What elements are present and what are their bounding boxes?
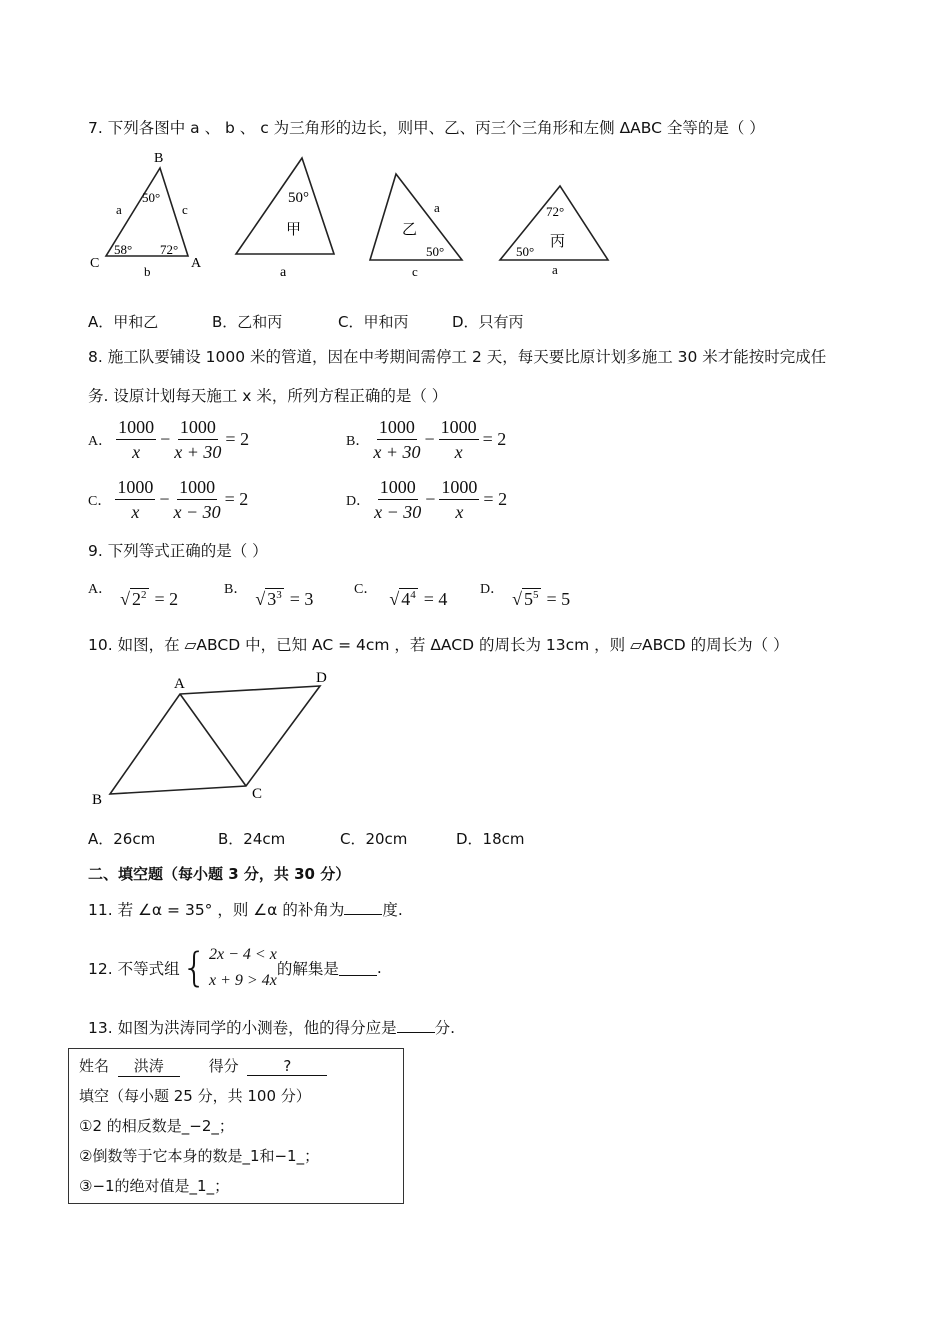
fraction: $\frac{1000}{x}$ — [118, 417, 155, 462]
rhs: = 3 — [289, 588, 314, 609]
q11-text: 11. 若 ∠α = 35° ，则 ∠α 的补角为 — [88, 901, 345, 919]
q8-text-line1: 8. 施工队要铺设 1000 米的管道，因在中考期间需停工 2 天，每天要比原计划多施工 30 米才能按时完成任 — [88, 348, 827, 366]
q7-reference-triangle-figure — [84, 148, 210, 280]
q7-option-d[interactable]: D．只有丙 — [452, 313, 524, 331]
answer-blank[interactable] — [339, 961, 377, 976]
quiz-card-name-row — [79, 1055, 327, 1077]
q7-triangle-jia-figure — [230, 150, 342, 280]
angle-C-label: 58° — [114, 242, 133, 257]
quiz-card-item: ②倒数等于它本身的数是_1和−1_； — [79, 1147, 320, 1165]
q9-option-a[interactable] — [88, 578, 178, 610]
q10-option-d[interactable]: D．18cm — [456, 830, 525, 848]
q8-option-d[interactable] — [346, 476, 507, 523]
q10-option-b[interactable]: B．24cm — [218, 830, 286, 848]
yi-side-right-label: a — [434, 200, 440, 215]
q9-option-b[interactable] — [224, 578, 313, 610]
q9-option-d[interactable] — [480, 578, 570, 610]
side-a-label: a — [116, 202, 122, 217]
sqrt-sign: √ — [389, 588, 400, 609]
option-label: C． — [354, 582, 378, 597]
q10-option-a[interactable]: A．26cm — [88, 830, 156, 848]
option-label: B． — [224, 582, 248, 597]
name-label: 姓名 — [79, 1057, 110, 1075]
operator: − — [425, 489, 436, 509]
rhs: = 2 — [225, 429, 250, 449]
rhs: = 2 — [154, 588, 179, 609]
radicand: $2^2$ — [132, 589, 147, 609]
radicand: $4^4$ — [401, 589, 416, 609]
answer-blank[interactable] — [397, 1018, 435, 1033]
q12-end: . — [376, 959, 382, 977]
sqrt-sign: √ — [512, 588, 523, 609]
side-b-label: b — [144, 264, 151, 279]
fraction: $\frac{1000}{x + 30}$ — [174, 417, 222, 462]
yi-angle-label: 50° — [426, 244, 445, 259]
q13-text: 13. 如图为洪涛同学的小测卷，他的得分应是 — [88, 1019, 397, 1037]
bing-angle-left-label: 50° — [516, 244, 535, 259]
inequality-row: 2x − 4 < x — [209, 946, 277, 963]
label-A: A — [174, 676, 185, 692]
score-value: ? — [247, 1057, 327, 1076]
inequality-system — [209, 942, 277, 994]
fraction: $\frac{1000}{x - 30}$ — [374, 477, 422, 522]
q10-parallelogram-figure — [88, 664, 338, 810]
side-c-label: c — [182, 202, 188, 217]
label-A: A — [191, 256, 202, 271]
option-label: C． — [88, 493, 112, 509]
fraction: $\frac{1000}{x - 30}$ — [173, 477, 221, 522]
name-value: 洪涛 — [118, 1055, 180, 1077]
rhs: = 2 — [482, 429, 507, 449]
label-B: B — [154, 151, 164, 166]
q7-text: 7. 下列各图中 a 、 b 、 c 为三角形的边长，则甲、乙、丙三个三角形和左侧 ΔABC 全等的是（ ） — [88, 119, 765, 137]
score-label: 得分 — [208, 1057, 239, 1075]
q13-line — [88, 1016, 455, 1038]
inequality-row: x + 9 > 4x — [209, 972, 277, 989]
jia-name-label: 甲 — [286, 222, 302, 238]
q12-line — [88, 942, 382, 994]
q7-triangle-bing-figure — [494, 180, 614, 280]
fraction: $\frac{1000}{x}$ — [441, 477, 478, 522]
q8-option-b[interactable] — [346, 416, 506, 463]
q9-text: 9. 下列等式正确的是（ ） — [88, 542, 268, 560]
rhs: = 4 — [423, 588, 448, 609]
fraction: $\frac{1000}{x}$ — [440, 417, 477, 462]
sqrt-sign: √ — [255, 588, 266, 609]
operator: − — [159, 489, 170, 509]
label-C: C — [252, 786, 263, 802]
quiz-card-item: ③−1的绝对值是_1_； — [79, 1177, 230, 1195]
jia-side-label: a — [280, 265, 287, 280]
operator: − — [160, 429, 171, 449]
yi-side-bottom-label: c — [412, 264, 418, 279]
angle-B-label: 50° — [142, 190, 161, 205]
jia-angle-label: 50° — [288, 190, 309, 206]
radicand: $5^5$ — [524, 589, 539, 609]
q7-option-c[interactable]: C．甲和丙 — [338, 313, 409, 331]
q12-text: 12. 不等式组 — [88, 960, 180, 978]
label-D: D — [316, 670, 327, 686]
bing-angle-top-label: 72° — [546, 204, 565, 219]
option-label: A． — [88, 433, 113, 449]
q8-option-a[interactable] — [88, 416, 249, 463]
yi-name-label: 乙 — [402, 222, 418, 238]
quiz-card-item: ①2 的相反数是_−2_； — [79, 1117, 234, 1135]
option-label: A． — [88, 582, 113, 597]
q10-option-c[interactable]: C．20cm — [340, 830, 408, 848]
q7-triangle-yi-figure — [364, 166, 472, 280]
q13-suffix: 分. — [434, 1019, 456, 1037]
section-title: 二、填空题（每小题 3 分，共 30 分） — [88, 865, 351, 883]
option-label: B． — [346, 433, 370, 449]
label-C: C — [90, 256, 100, 271]
option-label: D． — [480, 582, 505, 597]
operator: − — [424, 429, 435, 449]
rhs: = 2 — [224, 489, 249, 509]
bing-side-label: a — [552, 262, 558, 277]
bing-name-label: 丙 — [550, 234, 566, 250]
rhs: = 2 — [483, 489, 508, 509]
quiz-card-header: 填空（每小题 25 分，共 100 分） — [79, 1087, 311, 1105]
q11-line — [88, 898, 403, 920]
q8-text-line2: 务. 设原计划每天施工 x 米，所列方程正确的是（ ） — [88, 387, 448, 405]
quiz-card — [68, 1048, 404, 1204]
option-label: D． — [346, 493, 371, 509]
q7-option-a[interactable]: A．甲和乙 — [88, 313, 159, 331]
q9-option-c[interactable] — [354, 578, 447, 610]
fraction: $\frac{1000}{x + 30}$ — [373, 417, 421, 462]
system-brace: { — [181, 945, 208, 991]
sqrt-sign: √ — [120, 588, 131, 609]
q12-suffix: 的解集是 — [276, 960, 339, 978]
label-B: B — [92, 792, 103, 808]
q11-suffix: 度. — [382, 901, 403, 919]
fraction: $\frac{1000}{x}$ — [117, 477, 154, 522]
q10-text: 10. 如图，在 ▱ABCD 中，已知 AC = 4cm ，若 ΔACD 的周长为 13cm ，则 ▱ABCD 的周长为（ ） — [88, 636, 789, 654]
angle-A-label: 72° — [160, 242, 179, 257]
rhs: = 5 — [546, 588, 571, 609]
radicand: $3^3$ — [267, 589, 282, 609]
q7-option-b[interactable]: B．乙和丙 — [212, 313, 283, 331]
q8-option-c[interactable] — [88, 476, 248, 523]
answer-blank[interactable] — [344, 900, 382, 915]
